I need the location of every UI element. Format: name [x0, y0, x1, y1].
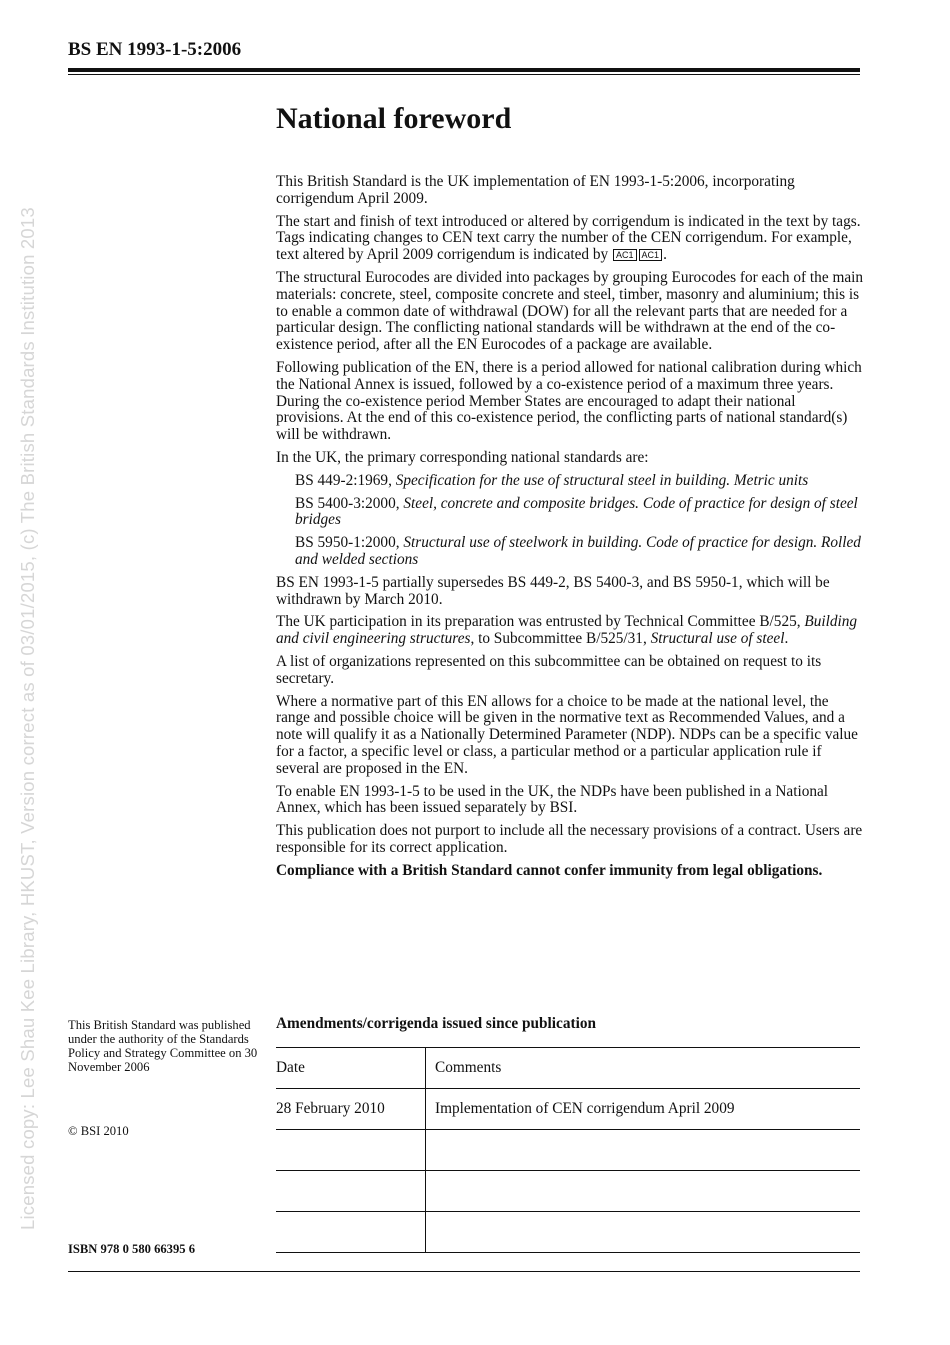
paragraph-implementation: This British Standard is the UK implementation of EN 1993-1-5:2006, incorporating corrigendum April 2009.	[276, 173, 795, 207]
paragraph-national-calibration: Following publication of the EN, there is a period allowed for national calibration during which the National Annex is issued, followed by a co-existence period of a maximum three years. During the co-existence period Member States are encouraged to adapt their national provisions. At the end of this co-existence period, the conflicting parts of national standard(s) will be withdrawn.	[276, 358, 862, 444]
paragraph-national-annex: To enable EN 1993-1-5 to be used in the UK, the NDPs have been published in a National Annex, which has been issued separately by BSI.	[276, 782, 829, 817]
standard-code: BS 5950-1:2000,	[295, 534, 404, 552]
standard-item	[295, 496, 866, 530]
subcommittee-name: Structural use of steel	[650, 630, 785, 648]
column-header-comments: Comments	[426, 1048, 861, 1089]
header-rule-thick	[68, 68, 860, 72]
paragraph-committee	[276, 614, 866, 648]
document-code-header: BS EN 1993-1-5:2006	[68, 39, 242, 60]
standard-item	[295, 535, 866, 569]
tag-close-icon: AC1	[639, 249, 663, 261]
page-title: National foreword	[276, 102, 512, 135]
empty-cell	[426, 1212, 861, 1253]
amendment-comment: Implementation of CEN corrigendum April 2009	[426, 1089, 861, 1130]
paragraph-eurocode-packages: The structural Eurocodes are divided into packages by grouping Eurocodes for each of the main materials: concrete, steel, composite concrete and steel, timber, masonry and aluminium; this is to enable a common date of withdrawal (DOW) for all the relevant parts that are needed for a particular design. The conflicting national standards will be withdrawn at the end of the co-existence period, after all the EN Eurocodes of a package are available.	[276, 268, 864, 354]
isbn-number: ISBN 978 0 580 66395 6	[68, 1242, 196, 1256]
table-row-empty	[276, 1171, 860, 1212]
paragraph-organizations: A list of organizations represented on this subcommittee can be obtained on request to its secretary.	[276, 652, 822, 687]
paragraph-compliance: Compliance with a British Standard cannot confer immunity from legal obligations.	[276, 861, 823, 879]
committee-text-end: .	[784, 630, 789, 648]
committee-text-a: The UK participation in its preparation was entrusted by Technical Committee B/525,	[276, 613, 805, 631]
paragraph-corrigendum-text: The start and finish of text introduced or altered by corrigendum is indicated in the text by tags. Tags indicating changes to CEN text carry the number of the CEN corrigendum. For example, text altered by April 2009 corrigendum is indicated by	[276, 212, 861, 264]
standard-code: BS 5400-3:2000,	[295, 494, 404, 512]
empty-cell	[276, 1130, 426, 1171]
committee-text-b: , to Subcommittee B/525/31,	[470, 630, 651, 648]
standard-title: Steel, concrete and composite bridges. Code of practice for design of steel bridges	[295, 494, 858, 529]
paragraph-contract: This publication does not purport to include all the necessary provisions of a contract. Users are responsible for its correct application.	[276, 822, 863, 856]
paragraph-ndp: Where a normative part of this EN allows for a choice to be made at the national level, the range and possible choice will be given in the normative text as Recommended Values, and a note will qualify it as a Nationally Determined Parameter (NDP). NDPs can be a specific value for a factor, a specific level or class, a particular method or a particular application rule if several are proposed in the EN.	[276, 692, 858, 777]
empty-cell	[426, 1130, 861, 1171]
table-row	[276, 1089, 860, 1130]
paragraph-corrigendum-tags	[276, 214, 866, 264]
column-header-date: Date	[276, 1048, 426, 1089]
footer-rule	[68, 1271, 860, 1272]
committee-name: Building and civil engineering structures	[276, 613, 858, 648]
amendment-date: 28 February 2010	[276, 1089, 426, 1130]
standard-title: Specification for the use of structural steel in building. Metric units	[395, 471, 809, 489]
paragraph-uk-standards-intro: In the UK, the primary corresponding national standards are:	[276, 448, 649, 466]
paragraph-corrigendum-end: .	[663, 246, 667, 264]
empty-cell	[276, 1212, 426, 1253]
table-row-empty	[276, 1130, 860, 1171]
standard-code: BS 449-2:1969,	[295, 471, 396, 489]
empty-cell	[276, 1171, 426, 1212]
foreword-body	[276, 174, 866, 885]
paragraph-supersedes: BS EN 1993-1-5 partially supersedes BS 449-2, BS 5400-3, and BS 5950-1, which will be withdrawn by March 2010.	[276, 573, 830, 608]
empty-cell	[426, 1171, 861, 1212]
table-header-row	[276, 1048, 860, 1089]
amendments-title: Amendments/corrigenda issued since publication	[276, 1015, 596, 1032]
license-watermark: Licensed copy: Lee Shau Kee Library, HKUST, Version correct as of 03/01/2015, (c) The British Standards Institution 2013	[17, 207, 38, 1230]
header-rule-thin	[68, 74, 860, 75]
standard-item	[295, 473, 866, 490]
copyright-notice: © BSI 2010	[68, 1124, 129, 1138]
table-row-empty	[276, 1212, 860, 1253]
publication-note: This British Standard was published under the authority of the Standards Policy and Strategy Committee on 30 November 2006	[68, 1018, 258, 1074]
tag-open-icon: AC1	[613, 249, 637, 261]
standard-title: Structural use of steelwork in building. Code of practice for design. Rolled and welded sections	[295, 534, 861, 568]
amendments-table	[276, 1047, 860, 1253]
